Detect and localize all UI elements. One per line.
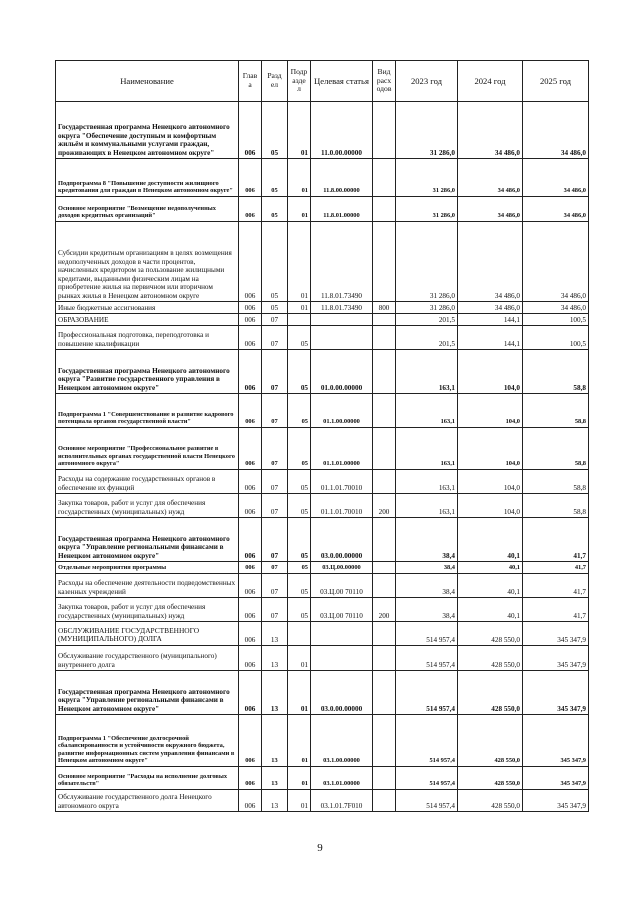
cell-2025: 34 486,0 xyxy=(523,302,589,314)
cell-2023: 31 286,0 xyxy=(396,102,458,159)
cell-podrazdel: 05 xyxy=(288,428,311,470)
header-glava: Глав а xyxy=(239,61,262,102)
cell-razdel: 13 xyxy=(262,767,288,790)
table-row xyxy=(56,767,589,790)
cell-target: 03.1.01.00000 xyxy=(311,767,373,790)
cell-glava: 006 xyxy=(239,574,262,598)
cell-2025: 41,7 xyxy=(523,518,589,562)
cell-name: Закупка товаров, работ и услуг для обеспечения государственных (муниципальных) нужд xyxy=(56,494,239,518)
cell-podrazdel: 01 xyxy=(288,767,311,790)
cell-podrazdel: 05 xyxy=(288,562,311,574)
cell-2023: 31 286,0 xyxy=(396,159,458,197)
table-row xyxy=(56,494,589,518)
cell-2023: 514 957,4 xyxy=(396,622,458,646)
cell-2024: 104,0 xyxy=(458,494,523,518)
cell-vid xyxy=(373,197,396,222)
cell-glava: 006 xyxy=(239,671,262,715)
table-row xyxy=(56,350,589,394)
cell-razdel: 05 xyxy=(262,197,288,222)
cell-razdel: 13 xyxy=(262,622,288,646)
cell-2024: 428 550,0 xyxy=(458,767,523,790)
cell-2024: 104,0 xyxy=(458,394,523,428)
cell-glava: 006 xyxy=(239,302,262,314)
cell-2024: 104,0 xyxy=(458,350,523,394)
cell-2024: 40,1 xyxy=(458,562,523,574)
table-row xyxy=(56,222,589,302)
cell-vid xyxy=(373,715,396,767)
cell-2023: 38,4 xyxy=(396,562,458,574)
cell-target xyxy=(311,326,373,350)
cell-podrazdel xyxy=(288,314,311,326)
cell-glava: 006 xyxy=(239,326,262,350)
cell-2025: 34 486,0 xyxy=(523,102,589,159)
cell-razdel: 05 xyxy=(262,159,288,197)
cell-podrazdel: 05 xyxy=(288,350,311,394)
cell-name: Субсидии кредитным организациям в целях возмещения недополученных доходов в части процентов, начисленных кредитором за пользование жилищными кредитами, выданными физическим лицам на приобретение жилья на первичном или вторичном рынках жилья в Ненецком автономном округе xyxy=(56,222,239,302)
cell-2025: 100,5 xyxy=(523,314,589,326)
cell-podrazdel: 05 xyxy=(288,574,311,598)
header-vid: Вид расх одов xyxy=(373,61,396,102)
header-razdel: Разд ел xyxy=(262,61,288,102)
cell-razdel: 07 xyxy=(262,350,288,394)
cell-podrazdel: 05 xyxy=(288,494,311,518)
cell-podrazdel: 01 xyxy=(288,671,311,715)
cell-razdel: 07 xyxy=(262,428,288,470)
cell-2025: 345 347,9 xyxy=(523,671,589,715)
cell-2025: 58,8 xyxy=(523,470,589,494)
cell-name: Основное мероприятие "Возмещение недополученных доходов кредитных организаций" xyxy=(56,197,239,222)
header-2024: 2024 год xyxy=(458,61,523,102)
cell-name: Иные бюджетные ассигнования xyxy=(56,302,239,314)
cell-name: Закупка товаров, работ и услуг для обеспечения государственных (муниципальных) нужд xyxy=(56,598,239,622)
cell-vid xyxy=(373,428,396,470)
cell-2023: 38,4 xyxy=(396,518,458,562)
cell-name: ОБРАЗОВАНИЕ xyxy=(56,314,239,326)
cell-2025: 34 486,0 xyxy=(523,197,589,222)
cell-vid xyxy=(373,574,396,598)
cell-glava: 006 xyxy=(239,197,262,222)
cell-glava: 006 xyxy=(239,102,262,159)
table-row xyxy=(56,326,589,350)
cell-2023: 31 286,0 xyxy=(396,197,458,222)
budget-table xyxy=(55,60,589,812)
table-row xyxy=(56,518,589,562)
cell-razdel: 13 xyxy=(262,646,288,671)
cell-2024: 104,0 xyxy=(458,470,523,494)
header-podrazdel: Подр азде л xyxy=(288,61,311,102)
cell-target: 01.1.01.00000 xyxy=(311,428,373,470)
cell-vid xyxy=(373,767,396,790)
cell-name: Профессиональная подготовка, переподготовка и повышение квалификации xyxy=(56,326,239,350)
cell-2024: 428 550,0 xyxy=(458,622,523,646)
cell-name: Государственная программа Ненецкого автономного округа "Управление региональными финансами в Ненецком автономном округе" xyxy=(56,518,239,562)
table-body xyxy=(56,102,589,812)
cell-vid xyxy=(373,102,396,159)
cell-2023: 163,1 xyxy=(396,350,458,394)
cell-glava: 006 xyxy=(239,518,262,562)
cell-razdel: 13 xyxy=(262,671,288,715)
cell-target xyxy=(311,622,373,646)
cell-name: Отдельные мероприятия программы xyxy=(56,562,239,574)
cell-2023: 163,1 xyxy=(396,470,458,494)
cell-name: Обслуживание государственного долга Ненецкого автономного округа xyxy=(56,790,239,812)
cell-podrazdel: 05 xyxy=(288,598,311,622)
cell-vid xyxy=(373,470,396,494)
cell-target: 11.0.00.00000 xyxy=(311,102,373,159)
table-row xyxy=(56,562,589,574)
cell-glava: 006 xyxy=(239,314,262,326)
cell-2023: 514 957,4 xyxy=(396,671,458,715)
cell-podrazdel: 01 xyxy=(288,159,311,197)
cell-2025: 58,8 xyxy=(523,350,589,394)
cell-2025: 58,8 xyxy=(523,394,589,428)
cell-podrazdel xyxy=(288,622,311,646)
cell-2025: 58,8 xyxy=(523,494,589,518)
table-row xyxy=(56,715,589,767)
cell-2024: 144,1 xyxy=(458,314,523,326)
table-row xyxy=(56,302,589,314)
cell-2023: 163,1 xyxy=(396,394,458,428)
cell-name: Основное мероприятие "Расходы на исполнение долговых обязательств" xyxy=(56,767,239,790)
cell-target: 01.1.01.70010 xyxy=(311,494,373,518)
cell-vid xyxy=(373,622,396,646)
cell-2023: 38,4 xyxy=(396,598,458,622)
cell-2023: 31 286,0 xyxy=(396,222,458,302)
cell-glava: 006 xyxy=(239,428,262,470)
cell-name: Расходы на обеспечение деятельности подведомственных казенных учреждений xyxy=(56,574,239,598)
cell-razdel: 07 xyxy=(262,394,288,428)
cell-glava: 006 xyxy=(239,715,262,767)
cell-name: Подпрограмма 1 "Совершенствование и развитие кадрового потенциала органов государственной власти" xyxy=(56,394,239,428)
cell-vid xyxy=(373,326,396,350)
cell-2024: 428 550,0 xyxy=(458,671,523,715)
cell-2023: 514 957,4 xyxy=(396,646,458,671)
table-row xyxy=(56,622,589,646)
table-row xyxy=(56,598,589,622)
cell-name: Основное мероприятие "Профессиональное развитие в исполнительных органах государственной власти Ненецкого автономного округа" xyxy=(56,428,239,470)
header-target: Целевая статья xyxy=(311,61,373,102)
cell-vid: 200 xyxy=(373,494,396,518)
cell-glava: 006 xyxy=(239,394,262,428)
cell-target: 11.8.01.00000 xyxy=(311,197,373,222)
cell-vid xyxy=(373,518,396,562)
cell-vid xyxy=(373,350,396,394)
table-row xyxy=(56,159,589,197)
cell-target: 11.8.01.73490 xyxy=(311,302,373,314)
cell-razdel: 07 xyxy=(262,494,288,518)
cell-vid: 800 xyxy=(373,302,396,314)
cell-name: Подпрограмма 8 "Повышение доступности жилищного кредитования для граждан в Ненецком автономном округе" xyxy=(56,159,239,197)
cell-2024: 40,1 xyxy=(458,598,523,622)
cell-2024: 40,1 xyxy=(458,574,523,598)
cell-glava: 006 xyxy=(239,494,262,518)
table-row xyxy=(56,790,589,812)
cell-vid xyxy=(373,671,396,715)
cell-vid xyxy=(373,562,396,574)
cell-podrazdel: 01 xyxy=(288,302,311,314)
cell-2023: 163,1 xyxy=(396,494,458,518)
cell-razdel: 05 xyxy=(262,222,288,302)
cell-2025: 41,7 xyxy=(523,598,589,622)
cell-podrazdel: 05 xyxy=(288,394,311,428)
cell-razdel: 07 xyxy=(262,562,288,574)
cell-glava: 006 xyxy=(239,222,262,302)
cell-2024: 34 486,0 xyxy=(458,302,523,314)
cell-podrazdel: 05 xyxy=(288,518,311,562)
table-row xyxy=(56,470,589,494)
cell-vid xyxy=(373,646,396,671)
cell-glava: 006 xyxy=(239,622,262,646)
cell-target: 01.0.00.00000 xyxy=(311,350,373,394)
cell-2023: 31 286,0 xyxy=(396,302,458,314)
cell-2025: 345 347,9 xyxy=(523,715,589,767)
cell-razdel: 05 xyxy=(262,102,288,159)
header-row xyxy=(56,61,589,102)
cell-2023: 38,4 xyxy=(396,574,458,598)
cell-target xyxy=(311,314,373,326)
cell-2024: 428 550,0 xyxy=(458,715,523,767)
cell-podrazdel: 01 xyxy=(288,790,311,812)
cell-target: 03.0.00.00000 xyxy=(311,518,373,562)
cell-2025: 58,8 xyxy=(523,428,589,470)
cell-2023: 201,5 xyxy=(396,314,458,326)
cell-2023: 514 957,4 xyxy=(396,715,458,767)
table-row xyxy=(56,314,589,326)
cell-podrazdel: 05 xyxy=(288,470,311,494)
cell-target: 03.Ц.00 70110 xyxy=(311,598,373,622)
cell-razdel: 07 xyxy=(262,598,288,622)
cell-razdel: 05 xyxy=(262,302,288,314)
cell-2023: 514 957,4 xyxy=(396,790,458,812)
cell-2025: 345 347,9 xyxy=(523,767,589,790)
cell-glava: 006 xyxy=(239,562,262,574)
table-row xyxy=(56,428,589,470)
cell-vid xyxy=(373,222,396,302)
cell-glava: 006 xyxy=(239,767,262,790)
cell-target: 11.8.01.73490 xyxy=(311,222,373,302)
cell-2025: 345 347,9 xyxy=(523,622,589,646)
cell-2024: 144,1 xyxy=(458,326,523,350)
cell-target: 03.Ц.00 70110 xyxy=(311,574,373,598)
cell-target: 03.1.01.7F010 xyxy=(311,790,373,812)
cell-podrazdel: 01 xyxy=(288,197,311,222)
cell-name: Обслуживание государственного (муниципального) внутреннего долга xyxy=(56,646,239,671)
cell-glava: 006 xyxy=(239,598,262,622)
cell-2023: 201,5 xyxy=(396,326,458,350)
cell-2025: 41,7 xyxy=(523,562,589,574)
cell-glava: 006 xyxy=(239,350,262,394)
cell-vid: 200 xyxy=(373,598,396,622)
cell-2025: 41,7 xyxy=(523,574,589,598)
cell-vid xyxy=(373,159,396,197)
table-row xyxy=(56,646,589,671)
cell-glava: 006 xyxy=(239,790,262,812)
cell-glava: 006 xyxy=(239,470,262,494)
cell-2024: 34 486,0 xyxy=(458,222,523,302)
cell-target: 03.0.00.00000 xyxy=(311,671,373,715)
cell-razdel: 07 xyxy=(262,470,288,494)
cell-name: Подпрограмма 1 "Обеспечение долгосрочной сбалансированности и устойчивости окружного бюджета, развитие информационных систем управления финансами в Ненецком автономном округе" xyxy=(56,715,239,767)
cell-name: ОБСЛУЖИВАНИЕ ГОСУДАРСТВЕННОГО (МУНИЦИПАЛЬНОГО) ДОЛГА xyxy=(56,622,239,646)
cell-2023: 163,1 xyxy=(396,428,458,470)
cell-target: 03.1.00.00000 xyxy=(311,715,373,767)
table-row xyxy=(56,671,589,715)
cell-vid xyxy=(373,790,396,812)
cell-razdel: 07 xyxy=(262,326,288,350)
cell-target: 01.1.01.70010 xyxy=(311,470,373,494)
header-name: Наименование xyxy=(56,61,239,102)
cell-podrazdel: 01 xyxy=(288,715,311,767)
cell-glava: 006 xyxy=(239,646,262,671)
cell-vid xyxy=(373,314,396,326)
table-row xyxy=(56,102,589,159)
cell-razdel: 07 xyxy=(262,574,288,598)
table-row xyxy=(56,394,589,428)
cell-podrazdel: 05 xyxy=(288,326,311,350)
header-2025: 2025 год xyxy=(523,61,589,102)
cell-2024: 40,1 xyxy=(458,518,523,562)
cell-target: 03.Ц.00.00000 xyxy=(311,562,373,574)
cell-2025: 100,5 xyxy=(523,326,589,350)
cell-2023: 514 957,4 xyxy=(396,767,458,790)
cell-2025: 345 347,9 xyxy=(523,790,589,812)
cell-2024: 34 486,0 xyxy=(458,197,523,222)
cell-razdel: 07 xyxy=(262,518,288,562)
table-row xyxy=(56,197,589,222)
cell-podrazdel: 01 xyxy=(288,102,311,159)
cell-target: 01.1.00.00000 xyxy=(311,394,373,428)
cell-name: Государственная программа Ненецкого автономного округа "Обеспечение доступным и комфортным жильём и коммунальными услугами граждан, проживающих в Ненецком автономном округе" xyxy=(56,102,239,159)
cell-2025: 34 486,0 xyxy=(523,222,589,302)
cell-2024: 428 550,0 xyxy=(458,790,523,812)
cell-razdel: 13 xyxy=(262,790,288,812)
cell-2024: 428 550,0 xyxy=(458,646,523,671)
page-number: 9 xyxy=(317,842,323,854)
cell-glava: 006 xyxy=(239,159,262,197)
cell-2024: 34 486,0 xyxy=(458,102,523,159)
cell-target: 11.8.00.00000 xyxy=(311,159,373,197)
cell-name: Расходы на содержание государственных органов в обеспечение их функций xyxy=(56,470,239,494)
table-row xyxy=(56,574,589,598)
cell-name: Государственная программа Ненецкого автономного округа "Управление региональными финансами в Ненецком автономном округе" xyxy=(56,671,239,715)
cell-2024: 34 486,0 xyxy=(458,159,523,197)
budget-table-page xyxy=(55,60,588,812)
header-2023: 2023 год xyxy=(396,61,458,102)
cell-2024: 104,0 xyxy=(458,428,523,470)
cell-vid xyxy=(373,394,396,428)
cell-razdel: 07 xyxy=(262,314,288,326)
cell-target xyxy=(311,646,373,671)
cell-2025: 345 347,9 xyxy=(523,646,589,671)
cell-razdel: 13 xyxy=(262,715,288,767)
cell-podrazdel: 01 xyxy=(288,646,311,671)
cell-name: Государственная программа Ненецкого автономного округа "Развитие государственного управления в Ненецком автономном округе" xyxy=(56,350,239,394)
cell-2025: 34 486,0 xyxy=(523,159,589,197)
cell-podrazdel: 01 xyxy=(288,222,311,302)
